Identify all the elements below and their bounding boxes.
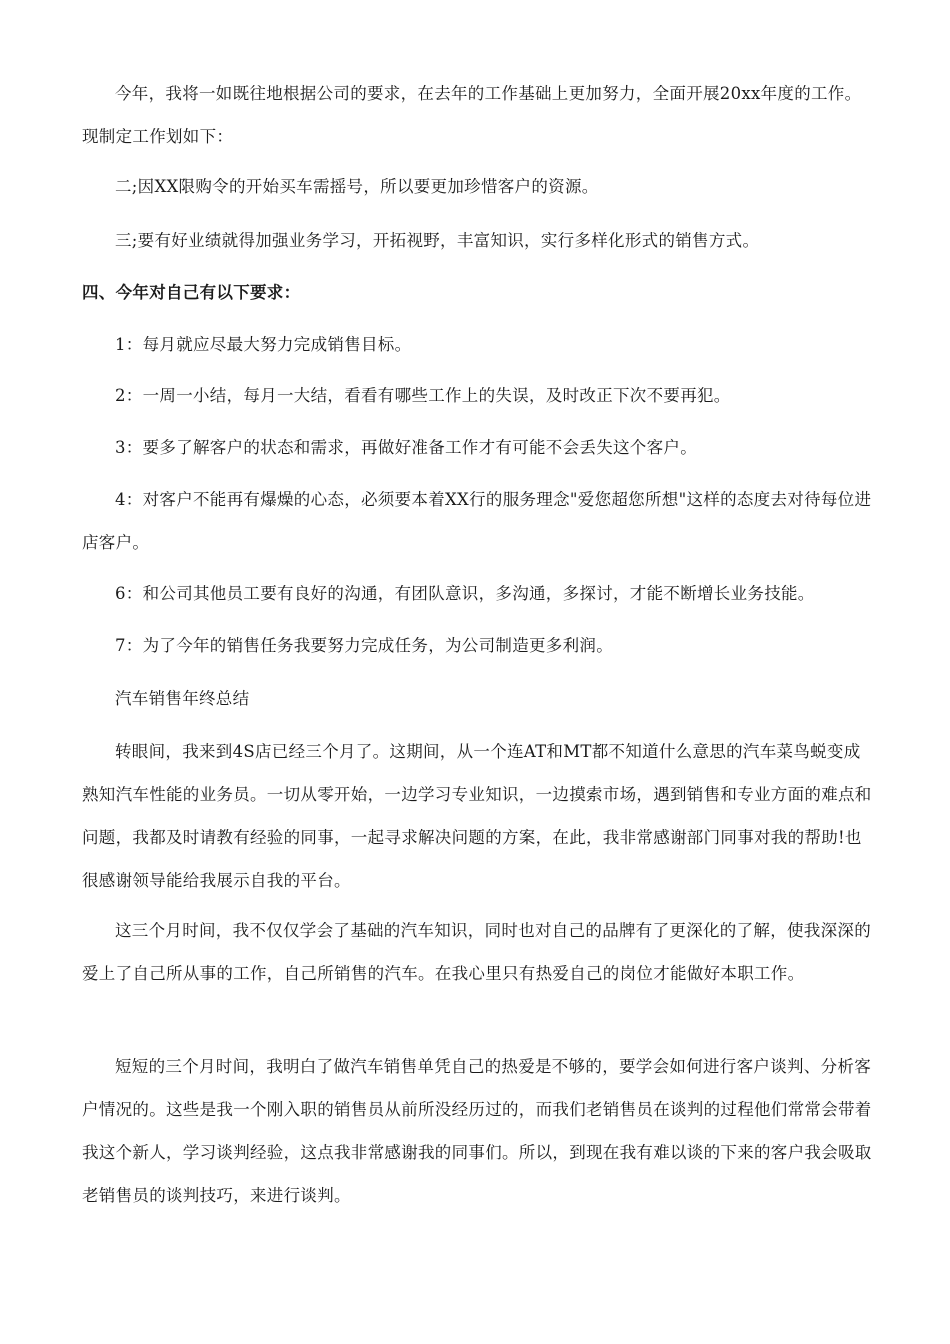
section-heading-requirements: 四、今年对自己有以下要求： [82, 283, 301, 302]
paragraph-item-three: 三;要有好业绩就得加强业务学习，开拓视野，丰富知识，实行多样化形式的销售方式。 [115, 231, 760, 250]
list-item-requirement-2: 2：一周一小结，每月一大结，看看有哪些工作上的失误，及时改正下次不要再犯。 [115, 386, 731, 405]
paragraph-item-two: 二;因XX限购令的开始买车需摇号，所以要更加珍惜客户的资源。 [115, 177, 599, 196]
list-item-requirement-1: 1：每月就应尽最大努力完成销售目标。 [115, 335, 412, 354]
paragraph-negotiation-skills: 短短的三个月时间，我明白了做汽车销售单凭自己的热爱是不够的，要学会如何进行客户谈判、分析客户情况的。这些是我一个刚入职的销售员从前所没经历过的，而我们老销售员在谈判的过程他们常常会带着我这个新人，学习谈判经验，这点我非常感谢我的同事们。所以，到现在我有难以谈的下来的客户我会吸取老销售员的谈判技巧，来进行谈判。 [82, 1057, 872, 1205]
list-item-requirement-4: 4：对客户不能再有爆燥的心态，必须要本着XX行的服务理念"爱您超您所想"这样的态度去对待每位进店客户。 [82, 490, 872, 552]
paragraph-work-plan-intro: 今年，我将一如既往地根据公司的要求，在去年的工作基础上更加努力，全面开展20xx年度的工作。现制定工作划如下： [82, 84, 862, 146]
section-title-year-end-summary: 汽车销售年终总结 [115, 689, 250, 708]
list-item-requirement-7: 7：为了今年的销售任务我要努力完成任务，为公司制造更多利润。 [115, 636, 613, 655]
paragraph-three-months-intro: 转眼间，我来到4S店已经三个月了。这期间，从一个连AT和MT都不知道什么意思的汽车菜鸟蜕变成熟知汽车性能的业务员。一切从零开始，一边学习专业知识，一边摸索市场，遇到销售和专业方面的难点和问题，我都及时请教有经验的同事，一起寻求解决问题的方案，在此，我非常感谢部门同事对我的帮助!也很感谢领导能给我展示自我的平台。 [82, 742, 872, 890]
paragraph-product-knowledge: 这三个月时间，我不仅仅学会了基础的汽车知识，同时也对自己的品牌有了更深化的了解，使我深深的爱上了自己所从事的工作，自己所销售的汽车。在我心里只有热爱自己的岗位才能做好本职工作。 [82, 921, 871, 983]
list-item-requirement-6: 6：和公司其他员工要有良好的沟通，有团队意识，多沟通，多探讨，才能不断增长业务技能。 [115, 584, 815, 603]
list-item-requirement-3: 3：要多了解客户的状态和需求，再做好准备工作才有可能不会丢失这个客户。 [115, 438, 697, 457]
